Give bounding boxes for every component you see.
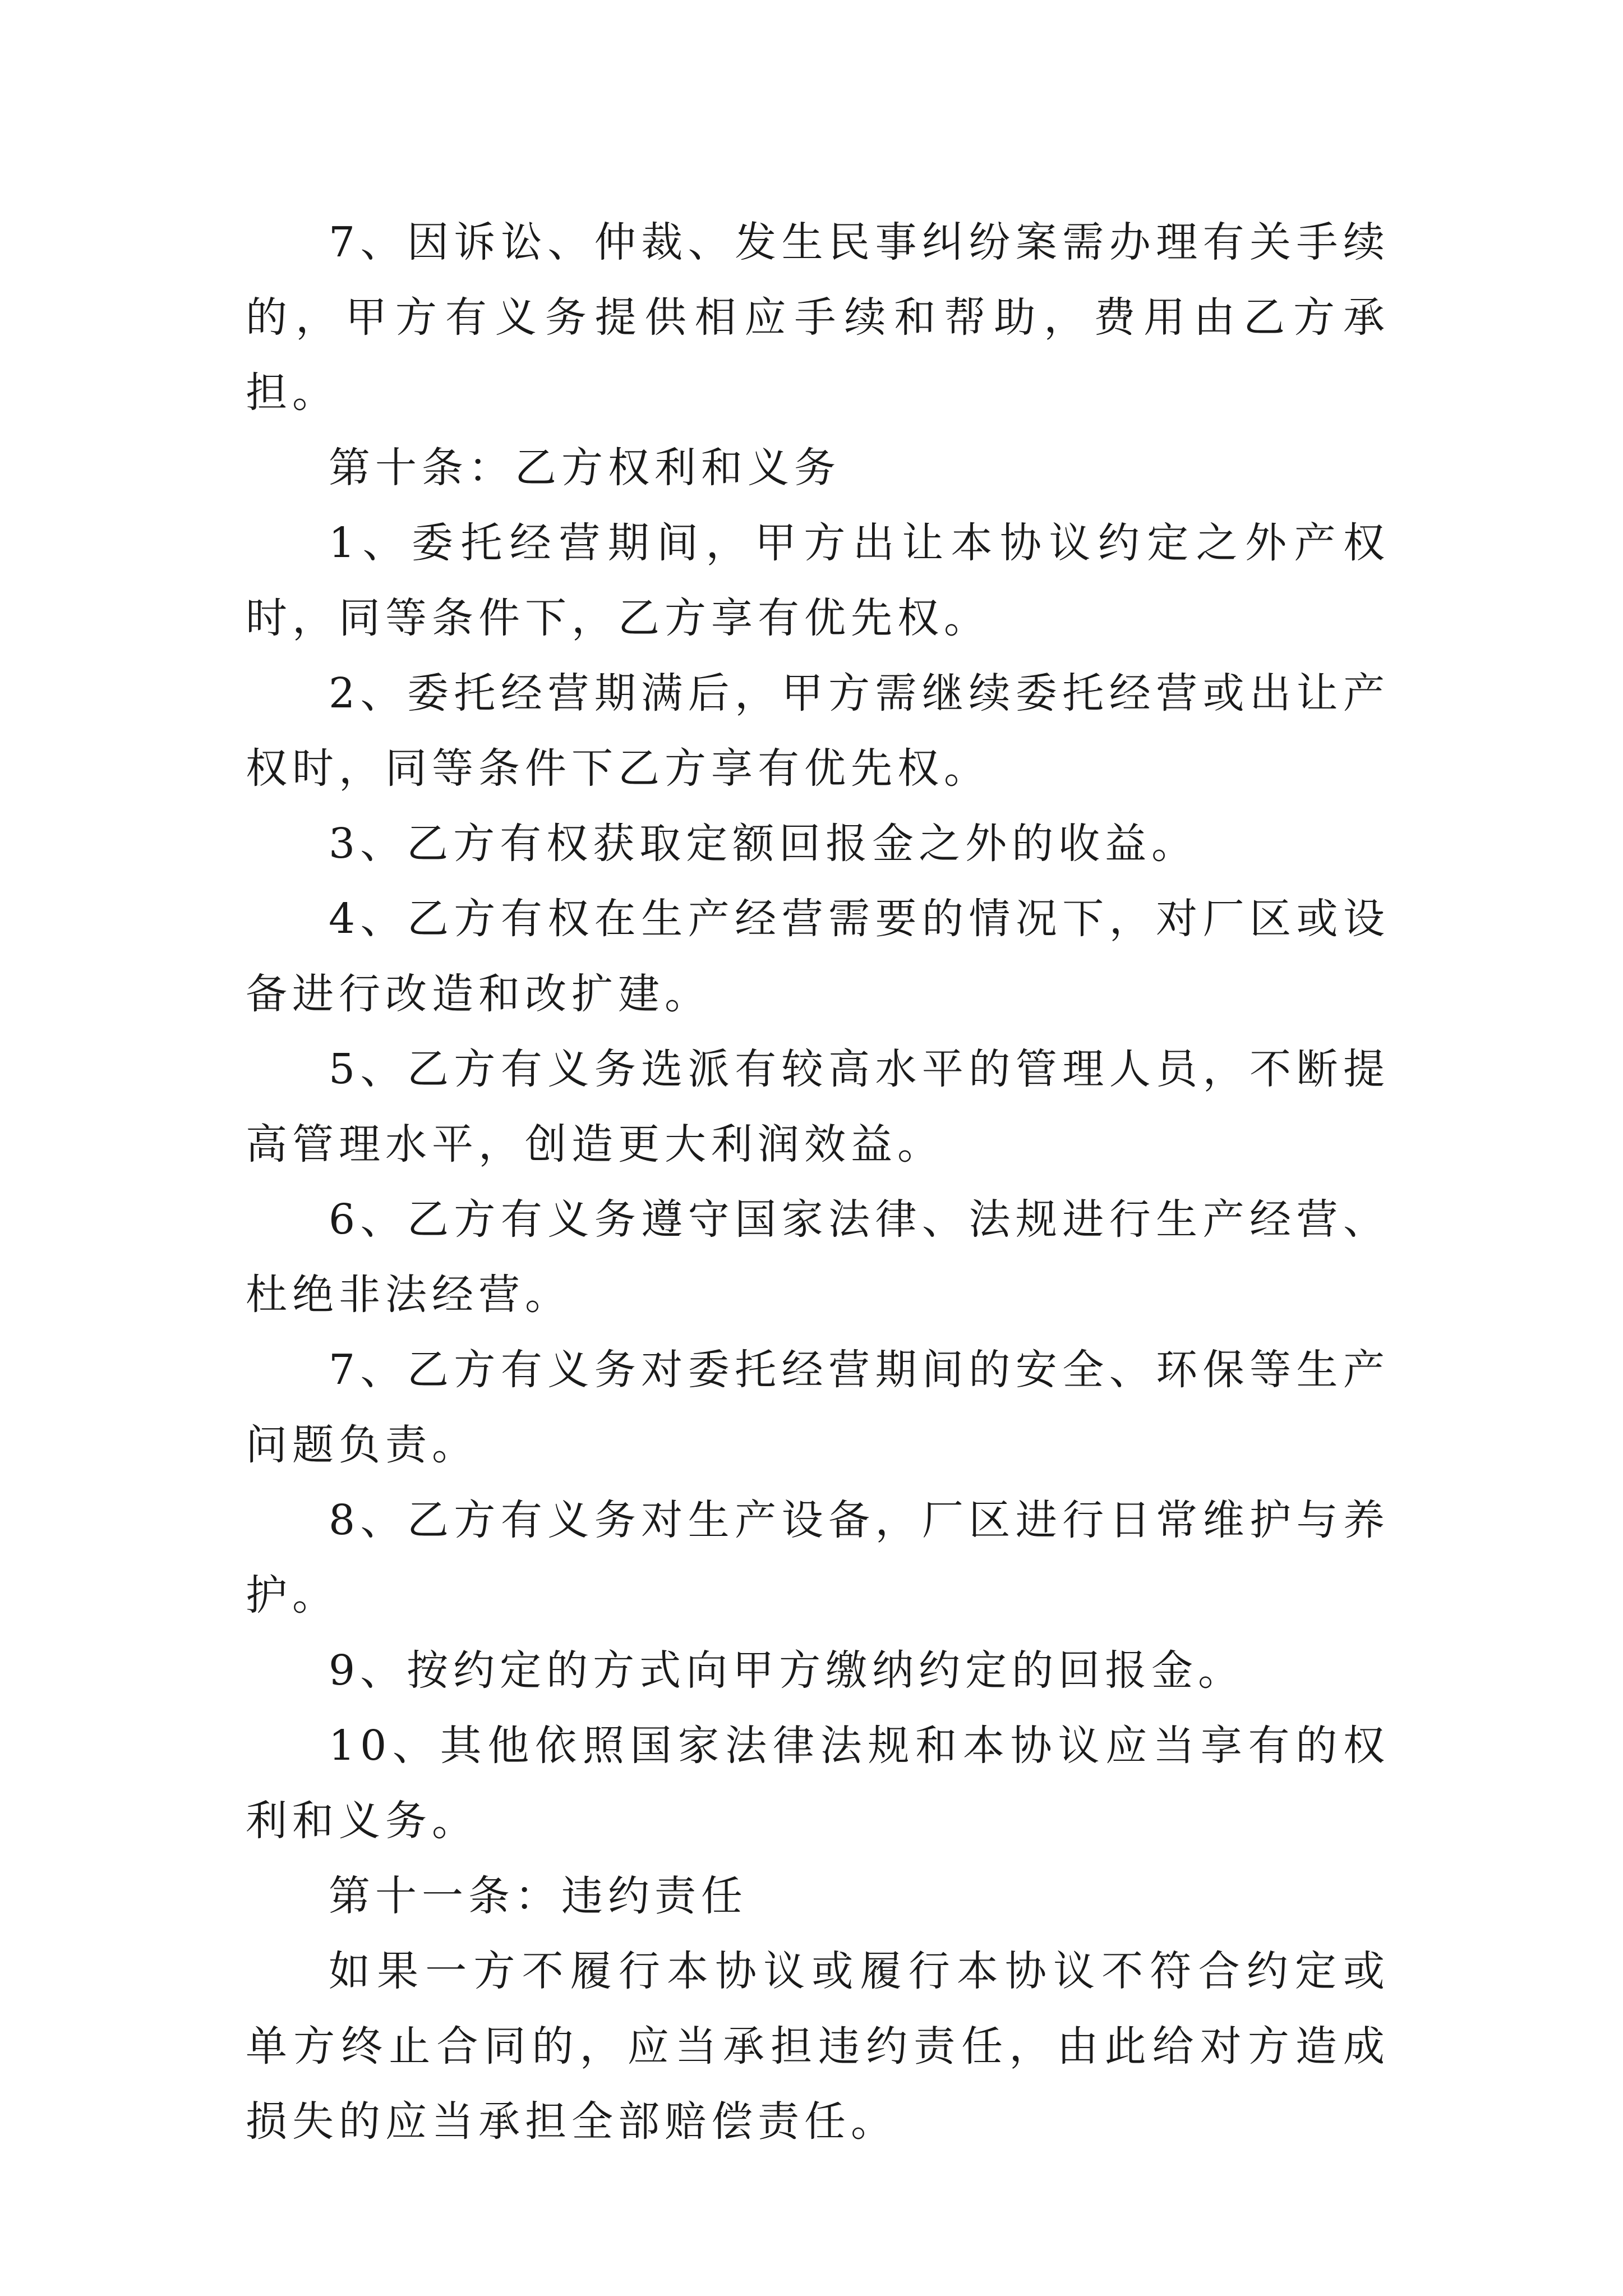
paragraph-item-1-priority: 1、委托经营期间，甲方出让本协议约定之外产权时，同等条件下，乙方享有优先权。 — [246, 519, 1390, 642]
paragraph-item-10-other: 10、其他依照国家法律法规和本协议应当享有的权利和义务。 — [246, 1722, 1390, 1845]
paragraph-item-7-safety: 7、乙方有义务对委托经营期间的安全、环保等生产问题负责。 — [246, 1346, 1390, 1469]
paragraph-item-5-management: 5、乙方有义务选派有较高水平的管理人员，不断提高管理水平，创造更大利润效益。 — [246, 1045, 1390, 1168]
paragraph-item-4-renovation: 4、乙方有权在生产经营需要的情况下，对厂区或设备进行改造和改扩建。 — [246, 895, 1390, 1018]
paragraph-item-3-income: 3、乙方有权获取定额回报金之外的收益。 — [329, 820, 1198, 868]
article-10-heading: 第十条：乙方权利和义务 — [329, 444, 841, 492]
paragraph-breach-liability: 如果一方不履行本协议或履行本协议不符合约定或单方终止合同的，应当承担违约责任，由此给对方造成损失的应当承担全部赔偿责任。 — [246, 1947, 1390, 2146]
paragraph-item-8-maintenance: 8、乙方有义务对生产设备，厂区进行日常维护与养护。 — [246, 1496, 1390, 1619]
paragraph-item-2-renewal: 2、委托经营期满后，甲方需继续委托经营或出让产权时，同等条件下乙方享有优先权。 — [246, 669, 1390, 793]
paragraph-item-9-payment: 9、按约定的方式向甲方缴纳约定的回报金。 — [329, 1646, 1245, 1695]
article-11-heading: 第十一条：违约责任 — [329, 1872, 748, 1920]
paragraph-item-7-procedures: 7、因诉讼、仲裁、发生民事纠纷案需办理有关手续的，甲方有义务提供相应手续和帮助，费用由乙方承担。 — [246, 218, 1390, 417]
paragraph-item-6-legal: 6、乙方有义务遵守国家法律、法规进行生产经营、杜绝非法经营。 — [246, 1195, 1390, 1319]
document-body — [246, 205, 1390, 2159]
